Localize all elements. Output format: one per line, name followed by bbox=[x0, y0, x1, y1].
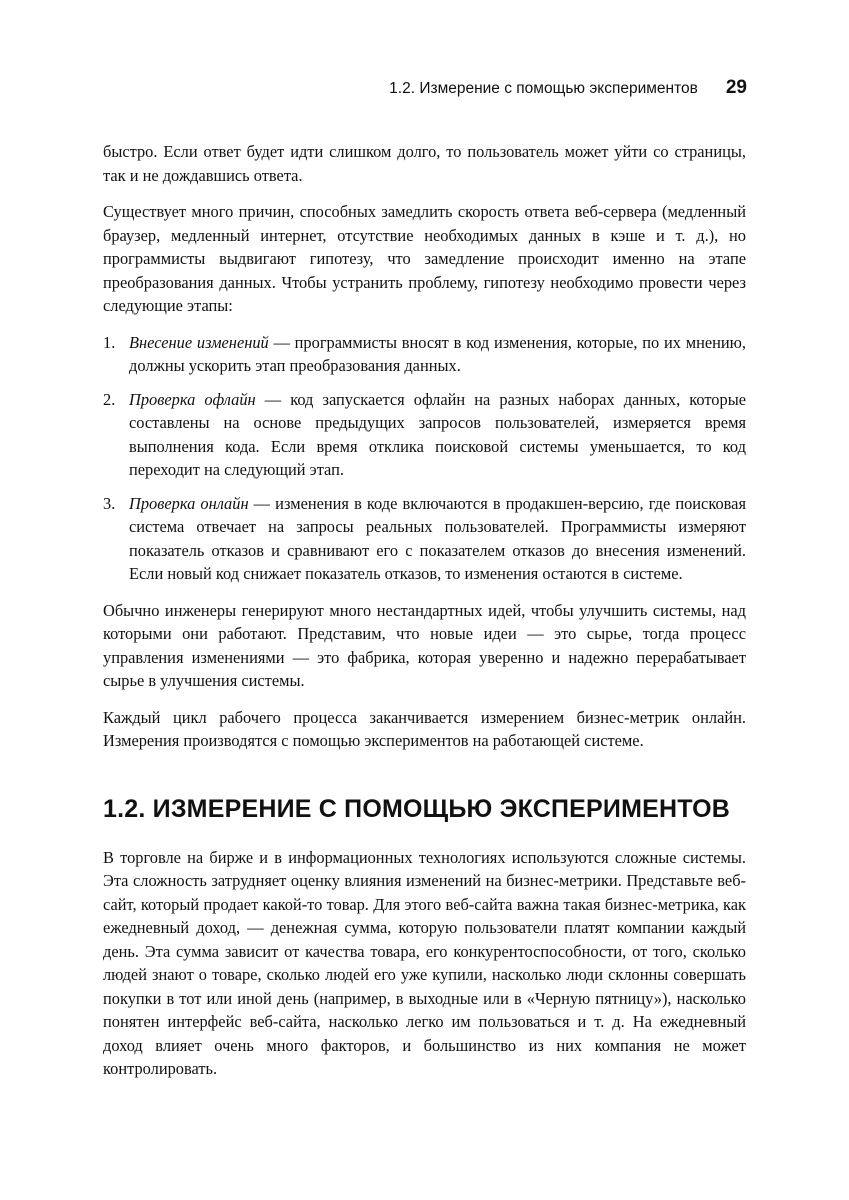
list-item-term: Внесение изменений bbox=[129, 332, 269, 352]
list-item-term: Проверка онлайн bbox=[129, 493, 249, 513]
list-item-number: 1. bbox=[103, 332, 116, 352]
paragraph: Существует много причин, способных замедлить скорость ответа веб-сервера (медленный браузер, медленный интернет, отсутствие необходимых данных в кэше и т. д.), но программисты выдвигают гипотезу, что замедление происходит именно на этапе преобразования данных. Чтобы устранить проблему, гипотезу необходимо провести через следующие этапы: bbox=[103, 202, 746, 315]
running-head-title: 1.2. Измерение с помощью экспериментов bbox=[389, 80, 698, 97]
paragraph: В торговле на бирже и в информационных технологиях используются сложные системы. Эта сложность затрудняет оценку влияния изменений на бизнес-метрики. Представьте веб-сайт, который продает какой-то товар. Для этого веб-сайта важна такая бизнес-метрика, как ежедневный доход, — денежная сумма, которую пользователи платят компании каждый день. Эта сумма зависит от качества товара, его конкурентоспособности, от того, сколько людей знают о товаре, сколько людей его уже купили, насколько люди склонны совершать покупки в тот или иной день (например, в выходные или в «Черную пятницу»), насколько понятен интерфейс веб-сайта, насколько легко им пользоваться и т. д. На ежедневный доход влияет очень много факторов, и большинство из них компания не может контролировать. bbox=[103, 847, 746, 1078]
paragraph: Каждый цикл рабочего процесса заканчивается измерением бизнес-метрик онлайн. Измерения производятся с помощью экспериментов на работающей системе. bbox=[103, 707, 746, 750]
paragraph: быстро. Если ответ будет идти слишком долго, то пользователь может уйти со страницы, так и не дождавшись ответа. bbox=[103, 142, 746, 185]
paragraph: Обычно инженеры генерируют много нестандартных идей, чтобы улучшить системы, над которыми они работают. Представим, что новые идеи — это сырье, тогда процесс управления изменениями — это фабрика, которая уверенно и надежно перерабатывает сырье в улучшения системы. bbox=[103, 600, 746, 690]
list-item-number: 2. bbox=[103, 389, 116, 409]
page-number: 29 bbox=[725, 77, 747, 98]
list-item-term: Проверка офлайн bbox=[129, 389, 256, 409]
body-text bbox=[103, 140, 746, 1094]
section-heading: 1.2. ИЗМЕРЕНИЕ С ПОМОЩЬЮ ЭКСПЕРИМЕНТОВ bbox=[103, 794, 730, 823]
list-item-text: — изменения в коде включаются в продакшен-версию, где поисковая система отвечает на запросы реальных пользователей. Программисты измеряют показатель отказов и сравнивают его с показателем отказов до внесения изменений. Если новый код снижает показатель отказов, то изменения остаются в системе. bbox=[129, 493, 746, 583]
running-head bbox=[389, 77, 747, 99]
list-item bbox=[103, 388, 746, 482]
list-item-text: — программисты вносят в код изменения, которые, по их мнению, должны ускорить этап преобразования данных. bbox=[129, 332, 746, 375]
list-item bbox=[103, 331, 746, 378]
list-item-number: 3. bbox=[103, 493, 116, 513]
steps-list bbox=[103, 331, 746, 586]
list-item bbox=[103, 492, 746, 586]
list-item-text: — код запускается офлайн на разных наборах данных, которые составлены на основе предыдущих запросов пользователей, измеряется время выполнения кода. Если время отклика поисковой системы уменьшается, то код переходит на следующий этап. bbox=[129, 389, 746, 479]
